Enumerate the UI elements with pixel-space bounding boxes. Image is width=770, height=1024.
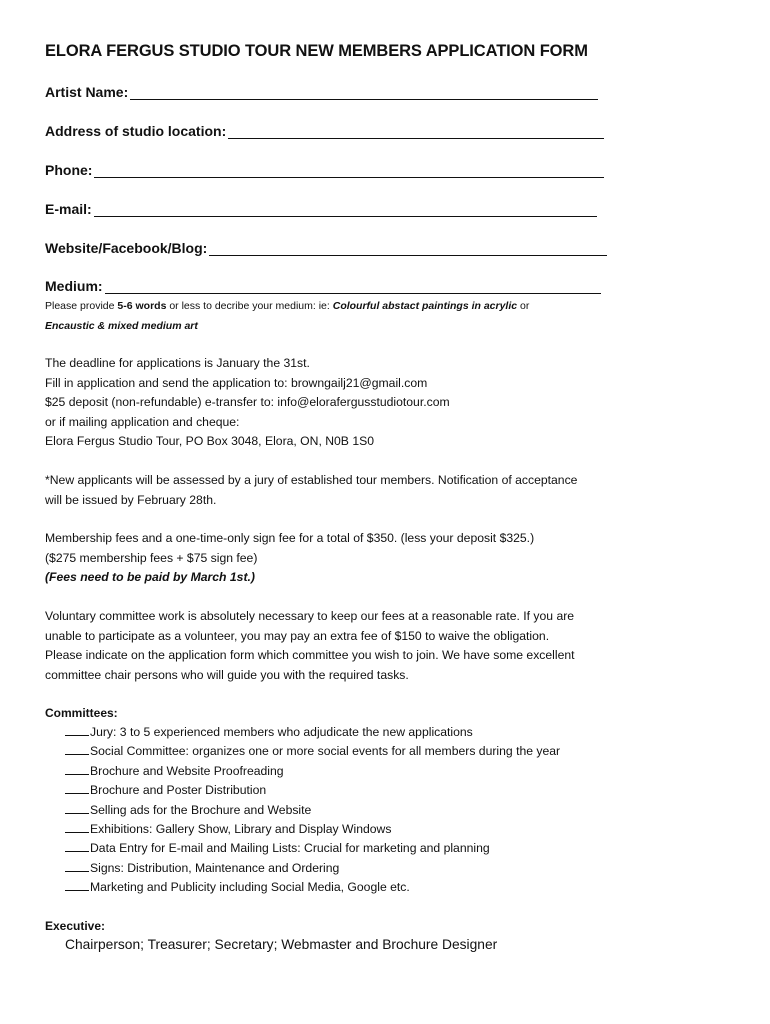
committee-checkbox-blank[interactable] xyxy=(65,860,89,872)
fees-block xyxy=(45,529,534,588)
committee-checkbox-blank[interactable] xyxy=(65,782,89,794)
medium-note-emphasis: 5-6 words xyxy=(117,300,167,312)
email-field[interactable] xyxy=(45,201,597,217)
deadline-text: The deadline for applications is January the 31st. xyxy=(45,356,310,370)
committee-item[interactable]: Social Committee: organizes one or more social events for all members during the year xyxy=(65,742,560,761)
phone-blank[interactable] xyxy=(94,163,604,178)
committees-heading: Committees: xyxy=(45,706,118,720)
committee-checkbox-blank[interactable] xyxy=(65,821,89,833)
committee-item[interactable]: Selling ads for the Brochure and Website xyxy=(65,801,560,820)
fees-deadline: (Fees need to be paid by March 1st.) xyxy=(45,570,255,584)
medium-field[interactable] xyxy=(45,278,601,294)
committee-checkbox-blank[interactable] xyxy=(65,763,89,775)
deposit-text: $25 deposit (non-refundable) e-transfer to: info@elorafergusstudiotour.com xyxy=(45,395,450,409)
committee-checkbox-blank[interactable] xyxy=(65,724,89,736)
committee-item[interactable]: Brochure and Website Proofreading xyxy=(65,762,560,781)
medium-note-line1: Please provide 5-6 words or less to decribe your medium: ie: Colourful abstact paintings in acrylic or xyxy=(45,300,530,312)
fees-total: Membership fees and a one-time-only sign fee for a total of $350. (less your deposit $325.) xyxy=(45,531,535,545)
address-field[interactable] xyxy=(45,123,604,139)
address-label: Address of studio location: xyxy=(45,123,227,139)
committee-list xyxy=(65,723,560,898)
medium-note-line2 xyxy=(45,320,198,332)
phone-field[interactable] xyxy=(45,162,604,178)
committee-checkbox-blank[interactable] xyxy=(65,840,89,852)
mailing-text: or if mailing application and cheque: xyxy=(45,414,240,429)
committee-item[interactable]: Signs: Distribution, Maintenance and Ordering xyxy=(65,859,560,878)
website-blank[interactable] xyxy=(209,241,607,256)
committee-checkbox-blank[interactable] xyxy=(65,802,89,814)
committee-checkbox-blank[interactable] xyxy=(65,743,89,755)
artist-name-label: Artist Name: xyxy=(45,84,129,100)
committee-item[interactable]: Exhibitions: Gallery Show, Library and Display Windows xyxy=(65,820,560,839)
medium-example-1: Colourful abstact paintings in acrylic xyxy=(332,300,518,312)
medium-example-2: Encaustic & mixed medium art xyxy=(45,320,198,332)
artist-name-blank[interactable] xyxy=(130,85,598,100)
email-blank[interactable] xyxy=(94,202,597,217)
send-to-text: Fill in application and send the application to: browngailj21@gmail.com xyxy=(45,375,428,390)
executive-positions: Chairperson; Treasurer; Secretary; Webmaster and Brochure Designer xyxy=(65,937,498,952)
artist-name-field[interactable] xyxy=(45,84,598,100)
committee-item[interactable]: Data Entry for E-mail and Mailing Lists: Crucial for marketing and planning xyxy=(65,839,560,858)
committee-checkbox-blank[interactable] xyxy=(65,879,89,891)
email-label: E-mail: xyxy=(45,201,92,217)
jury-note: *New applicants will be assessed by a jury of established tour members. Notification of acceptance will be issued by February 28th. xyxy=(45,473,578,507)
website-label: Website/Facebook/Blog: xyxy=(45,240,208,256)
committee-item[interactable]: Brochure and Poster Distribution xyxy=(65,781,560,800)
committee-item[interactable]: Jury: 3 to 5 experienced members who adjudicate the new applications xyxy=(65,723,560,742)
website-field[interactable] xyxy=(45,240,607,256)
committee-item[interactable]: Marketing and Publicity including Social Media, Google etc. xyxy=(65,878,560,897)
phone-label: Phone: xyxy=(45,162,93,178)
volunteer-block: Voluntary committee work is absolutely necessary to keep our fees at a reasonable rate. If you are unable to participate as a volunteer, you may pay an extra fee of $150 to waive the obligation. Please indicate on the application form which committee you wish to join. We have some excellent committee chair persons who will guide you with the required tasks. xyxy=(45,609,575,682)
instructions-block xyxy=(45,354,450,452)
medium-label: Medium: xyxy=(45,278,103,294)
mailing-address: Elora Fergus Studio Tour, PO Box 3048, Elora, ON, N0B 1S0 xyxy=(45,434,375,448)
medium-blank[interactable] xyxy=(105,279,601,294)
form-title: ELORA FERGUS STUDIO TOUR NEW MEMBERS APPLICATION FORM xyxy=(45,42,588,60)
address-blank[interactable] xyxy=(228,124,604,139)
executive-heading: Executive: xyxy=(45,919,106,933)
fees-breakdown: ($275 membership fees + $75 sign fee) xyxy=(45,550,258,565)
